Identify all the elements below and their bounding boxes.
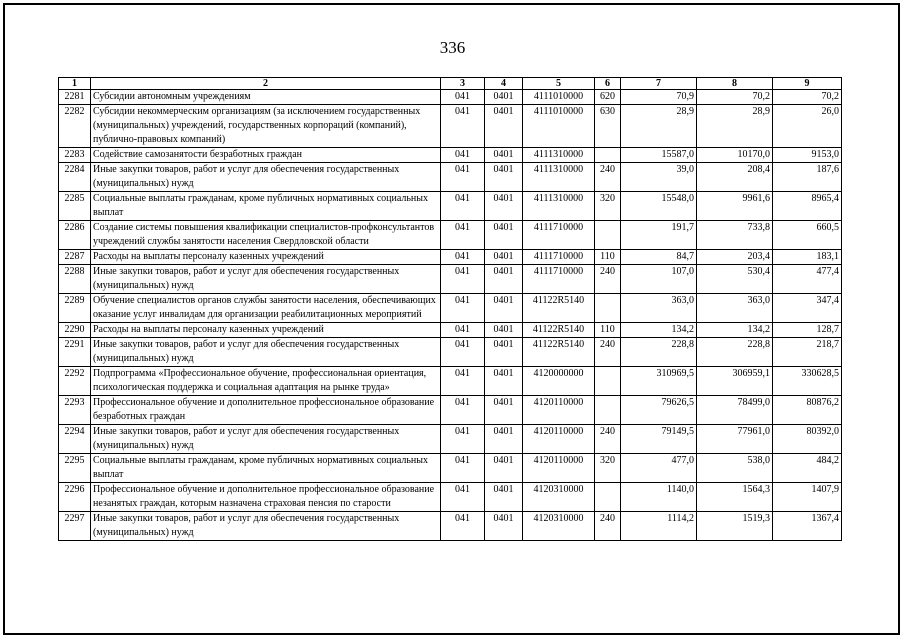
row-number: 2296: [59, 483, 91, 512]
table-row: [59, 294, 842, 323]
table-row: [59, 323, 842, 338]
row-number: 2284: [59, 163, 91, 192]
budget-table: [58, 77, 842, 541]
row-number: 2295: [59, 454, 91, 483]
target-article-code: 4120110000: [523, 396, 595, 425]
row-number: 2282: [59, 105, 91, 148]
ministry-code: 041: [441, 338, 485, 367]
amount-col-9: 330628,5: [773, 367, 842, 396]
row-name: Подпрограмма «Профессиональное обучение, профессиональная ориентация, психологическая поддержка и социальная адаптация на рынке труда»: [91, 367, 441, 396]
target-article-code: 41122R5140: [523, 338, 595, 367]
amount-col-9: 9153,0: [773, 148, 842, 163]
amount-col-7: 477,0: [621, 454, 697, 483]
amount-col-9: 1407,9: [773, 483, 842, 512]
section-code: 0401: [485, 265, 523, 294]
target-article-code: 4111310000: [523, 148, 595, 163]
section-code: 0401: [485, 425, 523, 454]
row-name: Расходы на выплаты персоналу казенных учреждений: [91, 323, 441, 338]
ministry-code: 041: [441, 221, 485, 250]
target-article-code: 4120110000: [523, 454, 595, 483]
amount-col-8: 9961,6: [697, 192, 773, 221]
amount-col-8: 363,0: [697, 294, 773, 323]
amount-col-9: 80876,2: [773, 396, 842, 425]
amount-col-7: 39,0: [621, 163, 697, 192]
ministry-code: 041: [441, 396, 485, 425]
table-row: [59, 512, 842, 541]
target-article-code: 4120000000: [523, 367, 595, 396]
row-name: Иные закупки товаров, работ и услуг для обеспечения государственных (муниципальных) нужд: [91, 163, 441, 192]
expense-type-code: 320: [595, 454, 621, 483]
row-name: Социальные выплаты гражданам, кроме публичных нормативных социальных выплат: [91, 192, 441, 221]
ministry-code: 041: [441, 148, 485, 163]
amount-col-9: 128,7: [773, 323, 842, 338]
amount-col-7: 363,0: [621, 294, 697, 323]
amount-col-8: 538,0: [697, 454, 773, 483]
ministry-code: 041: [441, 105, 485, 148]
row-name: Профессиональное обучение и дополнительное профессиональное образование безработных граждан: [91, 396, 441, 425]
amount-col-7: 310969,5: [621, 367, 697, 396]
row-name: Субсидии некоммерческим организациям (за исключением государственных (муниципальных) учреждений, государственных корпораций (компаний), публично-правовых компаний): [91, 105, 441, 148]
target-article-code: 4111710000: [523, 250, 595, 265]
ministry-code: 041: [441, 483, 485, 512]
ministry-code: 041: [441, 90, 485, 105]
row-name: Социальные выплаты гражданам, кроме публичных нормативных социальных выплат: [91, 454, 441, 483]
page-number: 336: [439, 38, 466, 57]
ministry-code: 041: [441, 425, 485, 454]
amount-col-9: 660,5: [773, 221, 842, 250]
section-code: 0401: [485, 323, 523, 338]
amount-col-8: 70,2: [697, 90, 773, 105]
section-code: 0401: [485, 512, 523, 541]
column-header: 7: [621, 78, 697, 90]
expense-type-code: 240: [595, 512, 621, 541]
table-row: [59, 90, 842, 105]
section-code: 0401: [485, 163, 523, 192]
section-code: 0401: [485, 250, 523, 265]
amount-col-8: 134,2: [697, 323, 773, 338]
expense-type-code: 620: [595, 90, 621, 105]
amount-col-8: 28,9: [697, 105, 773, 148]
amount-col-7: 1140,0: [621, 483, 697, 512]
amount-col-7: 191,7: [621, 221, 697, 250]
section-code: 0401: [485, 221, 523, 250]
expense-type-code: 240: [595, 163, 621, 192]
row-name: Иные закупки товаров, работ и услуг для обеспечения государственных (муниципальных) нужд: [91, 425, 441, 454]
amount-col-8: 530,4: [697, 265, 773, 294]
row-name: Иные закупки товаров, работ и услуг для обеспечения государственных (муниципальных) нужд: [91, 338, 441, 367]
target-article-code: 41122R5140: [523, 323, 595, 338]
table-row: [59, 163, 842, 192]
table-row: [59, 425, 842, 454]
ministry-code: 041: [441, 265, 485, 294]
expense-type-code: [595, 483, 621, 512]
column-header: 5: [523, 78, 595, 90]
amount-col-9: 8965,4: [773, 192, 842, 221]
target-article-code: 4120310000: [523, 483, 595, 512]
target-article-code: 41122R5140: [523, 294, 595, 323]
target-article-code: 4120110000: [523, 425, 595, 454]
target-article-code: 4111010000: [523, 105, 595, 148]
expense-type-code: 240: [595, 265, 621, 294]
amount-col-7: 1114,2: [621, 512, 697, 541]
row-name: Расходы на выплаты персоналу казенных учреждений: [91, 250, 441, 265]
amount-col-9: 1367,4: [773, 512, 842, 541]
ministry-code: 041: [441, 250, 485, 265]
table-row: [59, 367, 842, 396]
expense-type-code: 240: [595, 338, 621, 367]
row-number: 2289: [59, 294, 91, 323]
section-code: 0401: [485, 454, 523, 483]
row-name: Субсидии автономным учреждениям: [91, 90, 441, 105]
row-number: 2283: [59, 148, 91, 163]
column-header: 3: [441, 78, 485, 90]
target-article-code: 4111710000: [523, 221, 595, 250]
amount-col-9: 80392,0: [773, 425, 842, 454]
amount-col-7: 79626,5: [621, 396, 697, 425]
row-number: 2286: [59, 221, 91, 250]
amount-col-7: 28,9: [621, 105, 697, 148]
table-row: [59, 454, 842, 483]
amount-col-7: 107,0: [621, 265, 697, 294]
table-row: [59, 338, 842, 367]
ministry-code: 041: [441, 367, 485, 396]
target-article-code: 4111710000: [523, 265, 595, 294]
expense-type-code: [595, 148, 621, 163]
column-header: 9: [773, 78, 842, 90]
expense-type-code: 240: [595, 425, 621, 454]
row-number: 2297: [59, 512, 91, 541]
expense-type-code: [595, 294, 621, 323]
amount-col-8: 78499,0: [697, 396, 773, 425]
table-row: [59, 221, 842, 250]
expense-type-code: [595, 367, 621, 396]
amount-col-8: 1564,3: [697, 483, 773, 512]
row-name: Создание системы повышения квалификации специалистов-профконсультантов учреждений службы занятости населения Свердловской области: [91, 221, 441, 250]
amount-col-8: 306959,1: [697, 367, 773, 396]
row-number: 2291: [59, 338, 91, 367]
section-code: 0401: [485, 294, 523, 323]
target-article-code: 4111310000: [523, 163, 595, 192]
amount-col-7: 15548,0: [621, 192, 697, 221]
ministry-code: 041: [441, 294, 485, 323]
section-code: 0401: [485, 396, 523, 425]
section-code: 0401: [485, 148, 523, 163]
section-code: 0401: [485, 338, 523, 367]
target-article-code: 4111010000: [523, 90, 595, 105]
amount-col-8: 10170,0: [697, 148, 773, 163]
row-number: 2290: [59, 323, 91, 338]
table-row: [59, 192, 842, 221]
column-header: 1: [59, 78, 91, 90]
amount-col-7: 228,8: [621, 338, 697, 367]
row-number: 2285: [59, 192, 91, 221]
amount-col-7: 70,9: [621, 90, 697, 105]
row-number: 2287: [59, 250, 91, 265]
table-row: [59, 148, 842, 163]
expense-type-code: [595, 396, 621, 425]
amount-col-9: 70,2: [773, 90, 842, 105]
amount-col-7: 15587,0: [621, 148, 697, 163]
amount-col-9: 183,1: [773, 250, 842, 265]
amount-col-8: 228,8: [697, 338, 773, 367]
column-header: 2: [91, 78, 441, 90]
expense-type-code: 630: [595, 105, 621, 148]
table-row: [59, 105, 842, 148]
row-name: Обучение специалистов органов службы занятости населения, обеспечивающих оказание услуг инвалидам для организации реабилитационных мероприятий: [91, 294, 441, 323]
row-number: 2294: [59, 425, 91, 454]
amount-col-8: 733,8: [697, 221, 773, 250]
amount-col-7: 79149,5: [621, 425, 697, 454]
section-code: 0401: [485, 192, 523, 221]
expense-type-code: 320: [595, 192, 621, 221]
section-code: 0401: [485, 483, 523, 512]
target-article-code: 4111310000: [523, 192, 595, 221]
section-code: 0401: [485, 105, 523, 148]
row-number: 2293: [59, 396, 91, 425]
amount-col-9: 218,7: [773, 338, 842, 367]
amount-col-8: 203,4: [697, 250, 773, 265]
amount-col-9: 484,2: [773, 454, 842, 483]
column-header: 6: [595, 78, 621, 90]
table-row: [59, 265, 842, 294]
amount-col-9: 26,0: [773, 105, 842, 148]
row-number: 2281: [59, 90, 91, 105]
amount-col-7: 134,2: [621, 323, 697, 338]
amount-col-7: 84,7: [621, 250, 697, 265]
amount-col-8: 208,4: [697, 163, 773, 192]
expense-type-code: 110: [595, 250, 621, 265]
amount-col-9: 477,4: [773, 265, 842, 294]
amount-col-9: 187,6: [773, 163, 842, 192]
row-name: Иные закупки товаров, работ и услуг для обеспечения государственных (муниципальных) нужд: [91, 265, 441, 294]
table-row: [59, 396, 842, 425]
ministry-code: 041: [441, 512, 485, 541]
section-code: 0401: [485, 90, 523, 105]
ministry-code: 041: [441, 192, 485, 221]
row-name: Иные закупки товаров, работ и услуг для обеспечения государственных (муниципальных) нужд: [91, 512, 441, 541]
expense-type-code: 110: [595, 323, 621, 338]
table-row: [59, 483, 842, 512]
row-name: Профессиональное обучение и дополнительное профессиональное образование незанятых граждан, которым назначена страховая пенсия по старости: [91, 483, 441, 512]
ministry-code: 041: [441, 454, 485, 483]
column-header: 8: [697, 78, 773, 90]
expense-type-code: [595, 221, 621, 250]
amount-col-9: 347,4: [773, 294, 842, 323]
amount-col-8: 1519,3: [697, 512, 773, 541]
row-number: 2288: [59, 265, 91, 294]
column-header: 4: [485, 78, 523, 90]
ministry-code: 041: [441, 323, 485, 338]
row-number: 2292: [59, 367, 91, 396]
amount-col-8: 77961,0: [697, 425, 773, 454]
header-row: [59, 78, 842, 90]
ministry-code: 041: [441, 163, 485, 192]
row-name: Содействие самозанятости безработных граждан: [91, 148, 441, 163]
target-article-code: 4120310000: [523, 512, 595, 541]
table-row: [59, 250, 842, 265]
section-code: 0401: [485, 367, 523, 396]
